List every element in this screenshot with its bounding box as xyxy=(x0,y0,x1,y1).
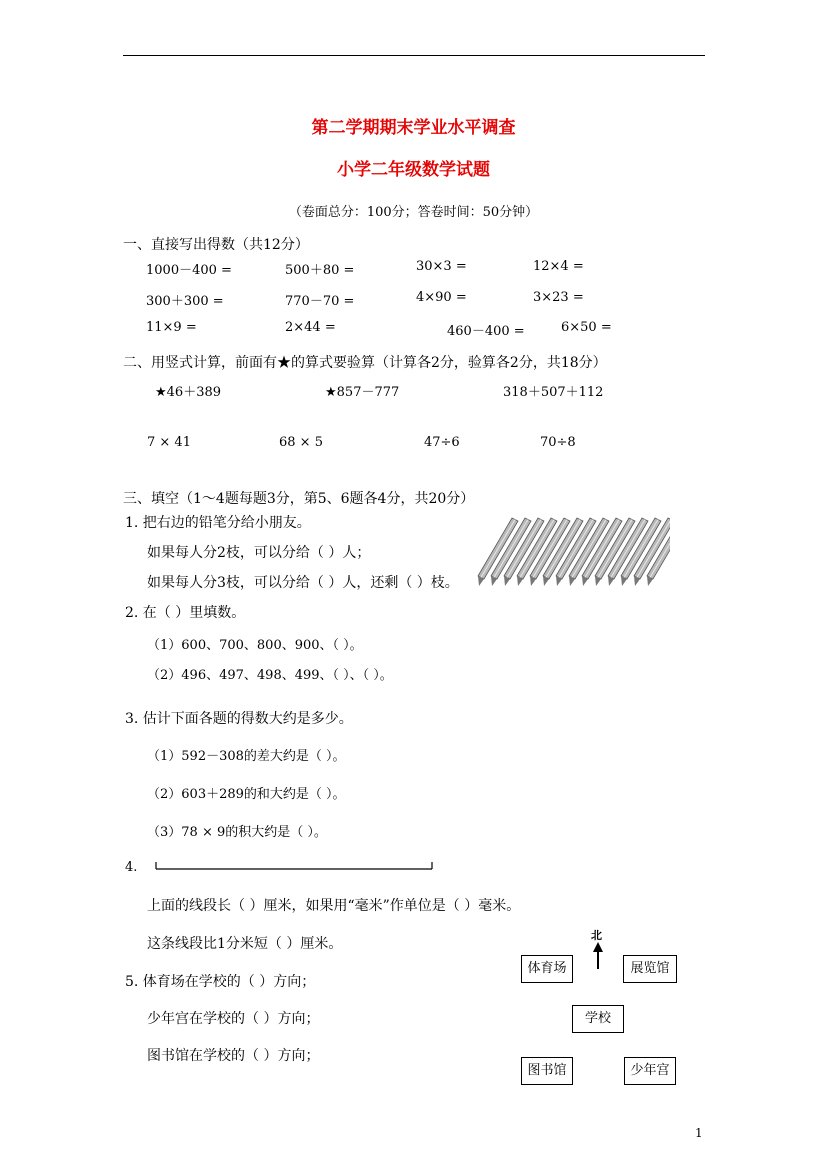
exam-info: （卷面总分：100分；答卷时间：50分钟） xyxy=(288,205,539,220)
arithmetic-item: 770－70 = xyxy=(285,294,355,309)
q4-number: 4. xyxy=(125,860,138,875)
q1-line2: 如果每人分3枝，可以分给（ ）人，还剩（ ）枝。 xyxy=(147,575,459,591)
section1-heading: 一、直接写出得数（共12分） xyxy=(123,237,309,253)
map-box-youth-palace: 少年宫 xyxy=(624,1057,676,1085)
vertical-calc-item: 47÷6 xyxy=(424,435,460,450)
section2-heading: 二、用竖式计算，前面有★的算式要验算（计算各2分，验算各2分，共18分） xyxy=(123,355,607,371)
arithmetic-item: 12×4 = xyxy=(533,259,584,274)
arithmetic-item: 460－400 = xyxy=(447,324,525,339)
vertical-calc-item: ★46＋389 xyxy=(155,385,222,400)
q2-title: 2. 在（ ）里填数。 xyxy=(125,605,246,621)
arithmetic-item: 1000－400 = xyxy=(146,263,232,278)
arithmetic-item: 6×50 = xyxy=(561,320,612,335)
vertical-calc-item: 70÷8 xyxy=(540,435,576,450)
vertical-calc-item: 7 × 41 xyxy=(147,435,191,450)
arithmetic-item: 2×44 = xyxy=(285,320,336,335)
arithmetic-item: 500＋80 = xyxy=(285,263,355,278)
q5-line3: 图书馆在学校的（ ）方向； xyxy=(147,1048,320,1064)
vertical-calc-item: ★857－777 xyxy=(325,385,400,400)
q5-line2: 少年宫在学校的（ ）方向； xyxy=(147,1011,320,1027)
q5-line1: 5. 体育场在学校的（ ）方向； xyxy=(125,974,316,990)
vertical-calc-item: 318＋507＋112 xyxy=(503,385,604,400)
map-box-stadium: 体育场 xyxy=(521,955,573,983)
page-title: 第二学期期末学业水平调查 xyxy=(311,118,516,138)
map-box-school: 学校 xyxy=(572,1005,624,1033)
q3-line3: （3）78 × 9的积大约是（ ）。 xyxy=(147,825,327,840)
arithmetic-item: 300＋300 = xyxy=(146,294,224,309)
north-arrow-icon xyxy=(590,941,606,971)
page-number: 1 xyxy=(695,1126,703,1140)
north-label: 北 xyxy=(591,929,602,942)
q3-line1: （1）592－308的差大约是（ ）。 xyxy=(147,749,346,764)
arithmetic-item: 11×9 = xyxy=(146,320,197,335)
q2-line1: （1）600、700、800、900、（ ）。 xyxy=(147,638,363,653)
q1-line1: 如果每人分2枝，可以分给（ ）人； xyxy=(147,545,371,561)
pencils-illustration xyxy=(470,512,670,592)
arithmetic-item: 4×90 = xyxy=(416,290,467,305)
q4-line2: 这条线段比1分米短（ ）厘米。 xyxy=(147,936,343,952)
page-subtitle: 小学二年级数学试题 xyxy=(337,160,490,180)
q1-title: 1. 把右边的铅笔分给小朋友。 xyxy=(125,515,311,531)
measure-line-segment xyxy=(153,858,437,872)
header-rule xyxy=(123,55,705,56)
arithmetic-item: 30×3 = xyxy=(416,259,467,274)
map-box-library: 图书馆 xyxy=(521,1057,573,1085)
vertical-calc-item: 68 × 5 xyxy=(279,435,323,450)
q2-line2: （2）496、497、498、499、（ ）、（ ）。 xyxy=(147,668,393,683)
arithmetic-item: 3×23 = xyxy=(533,290,584,305)
q3-title: 3. 估计下面各题的得数大约是多少。 xyxy=(125,711,353,727)
map-box-exhibition: 展览馆 xyxy=(623,955,677,983)
q4-line1: 上面的线段长（ ）厘米，如果用“毫米”作单位是（ ）毫米。 xyxy=(147,898,521,914)
q3-line2: （2）603＋289的和大约是（ ）。 xyxy=(147,787,346,802)
section3-heading: 三、填空（1～4题每题3分，第5、6题各4分，共20分） xyxy=(123,491,475,507)
